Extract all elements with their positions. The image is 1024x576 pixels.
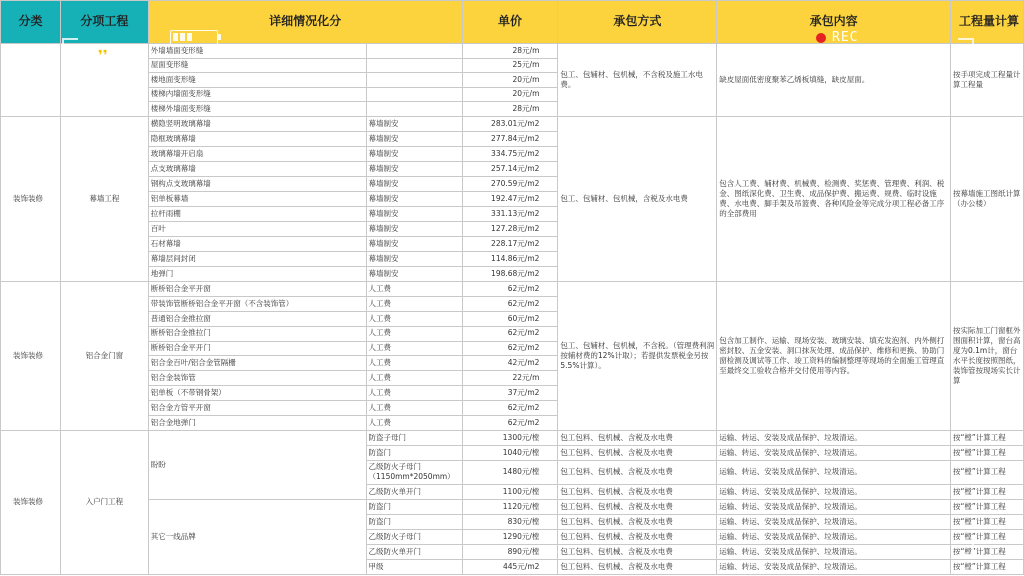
logo-icon: ❜❜	[98, 48, 108, 64]
detail-cell[interactable]: 横隐竖明玻璃幕墙	[148, 116, 366, 131]
price-cell[interactable]: 114.86元/m2	[462, 251, 558, 266]
price-cell[interactable]: 20元/m	[462, 87, 558, 102]
calc-cell[interactable]: 按“樘”计算工程	[950, 514, 1023, 529]
unit-cell[interactable]: 人工费	[366, 386, 462, 401]
method-cell[interactable]: 包工包料、包机械、含税及水电费	[558, 430, 717, 445]
content-cell[interactable]: 运输、转运、安装及成品保护、垃圾清运。	[717, 445, 951, 460]
detail-cell[interactable]: 地弹门	[148, 266, 366, 281]
detail-cell[interactable]: 点支玻璃幕墙	[148, 161, 366, 176]
unit-cell[interactable]	[366, 102, 462, 117]
category-cell[interactable]	[1, 44, 61, 117]
header-row	[1, 1, 1024, 44]
content-cell[interactable]: 运输、转运、安装及成品保护、垃圾清运。	[717, 484, 951, 499]
unit-cell[interactable]	[366, 73, 462, 88]
method-cell[interactable]: 包工、包辅材、包机械，含税及水电费	[558, 116, 717, 281]
price-cell[interactable]: 62元/m2	[462, 296, 558, 311]
detail-cell[interactable]: 楼梯外墙面变形缝	[148, 102, 366, 117]
unit-cell[interactable]: 人工费	[366, 401, 462, 416]
unit-cell[interactable]: 人工费	[366, 326, 462, 341]
price-cell[interactable]: 42元/m2	[462, 356, 558, 371]
method-cell[interactable]: 包工包料、包机械、含税及水电费	[558, 484, 717, 499]
unit-cell[interactable]: 人工费	[366, 296, 462, 311]
method-cell[interactable]: 包工包料、包机械、含税及水电费	[558, 529, 717, 544]
unit-cell[interactable]: 幕墙制安	[366, 116, 462, 131]
unit-cell[interactable]: 乙级防火单开门	[366, 544, 462, 559]
unit-cell[interactable]: 防盗门	[366, 445, 462, 460]
unit-cell[interactable]: 幕墙制安	[366, 131, 462, 146]
header-detail[interactable]: 详细情况化分	[148, 1, 462, 44]
price-cell[interactable]: 20元/m	[462, 73, 558, 88]
method-cell[interactable]: 包工包料、包机械、含税及水电费	[558, 445, 717, 460]
method-cell[interactable]: 包工包料、包机械、含税及水电费	[558, 559, 717, 574]
brand-cell[interactable]: 盼盼	[148, 430, 366, 499]
viewfinder-corner-icon	[62, 38, 78, 54]
price-cell[interactable]: 62元/m2	[462, 326, 558, 341]
calc-cell[interactable]: 按“樘”计算工程	[950, 499, 1023, 514]
record-dot-icon	[816, 33, 826, 43]
header-subproject[interactable]: 分项工程	[60, 1, 148, 44]
method-cell[interactable]: 包工包料、包机械、含税及水电费	[558, 499, 717, 514]
price-cell[interactable]: 283.01元/m2	[462, 116, 558, 131]
price-cell[interactable]: 28元/m	[462, 102, 558, 117]
price-cell[interactable]: 257.14元/m2	[462, 161, 558, 176]
price-cell[interactable]: 1100元/樘	[462, 484, 558, 499]
unit-cell[interactable]: 幕墙制安	[366, 146, 462, 161]
price-cell[interactable]: 1480元/樘	[462, 460, 558, 484]
method-cell[interactable]: 包工、包辅材、包机械，不含税。（管理费利润按辅材费的12%计取）；若提供发票税金另按5.5%计算）。	[558, 281, 717, 430]
calc-cell[interactable]: 按实际加工门窗框外围面积计算，窗台高度为0.1m计，窗台水平长度按照图纸，装饰管按现场实长计算	[950, 281, 1023, 430]
price-cell[interactable]: 25元/m	[462, 58, 558, 73]
price-cell[interactable]: 62元/m2	[462, 341, 558, 356]
unit-cell[interactable]: 人工费	[366, 281, 462, 296]
price-cell[interactable]: 1290元/樘	[462, 529, 558, 544]
unit-cell[interactable]: 幕墙制安	[366, 251, 462, 266]
detail-cell[interactable]: 玻璃幕墙开启扇	[148, 146, 366, 161]
detail-cell[interactable]: 外墙墙面变形缝	[148, 44, 366, 59]
table-row	[1, 281, 1024, 296]
viewfinder-corner-icon	[62, 540, 78, 556]
detail-cell[interactable]: 铝合金装饰管	[148, 371, 366, 386]
category-cell[interactable]: 装饰装修	[1, 116, 61, 281]
brand-cell[interactable]: 其它一线品牌	[148, 499, 366, 574]
content-cell[interactable]: 运输、转运、安装及成品保护、垃圾清运。	[717, 559, 951, 574]
category-cell[interactable]: 装饰装修	[1, 281, 61, 430]
price-cell[interactable]: 1300元/樘	[462, 430, 558, 445]
subproject-cell[interactable]: 幕墙工程	[60, 116, 148, 281]
table-row	[1, 499, 1024, 514]
unit-cell[interactable]	[366, 87, 462, 102]
unit-cell[interactable]: 人工费	[366, 371, 462, 386]
detail-cell[interactable]: 铝合金方管平开窗	[148, 401, 366, 416]
detail-cell[interactable]: 铝合金百叶/铝合金管隔栅	[148, 356, 366, 371]
detail-cell[interactable]: 屋面变形缝	[148, 58, 366, 73]
unit-cell[interactable]: 人工费	[366, 311, 462, 326]
price-cell[interactable]: 62元/m2	[462, 415, 558, 430]
header-quantity-calc[interactable]: 工程量计算	[950, 1, 1023, 44]
calc-cell[interactable]: 按“樘”计算工程	[950, 544, 1023, 559]
table-row	[1, 44, 1024, 59]
unit-cell[interactable]: 幕墙制安	[366, 206, 462, 221]
unit-cell[interactable]	[366, 58, 462, 73]
category-cell[interactable]: 装饰装修	[1, 430, 61, 574]
unit-cell[interactable]: 人工费	[366, 356, 462, 371]
detail-cell[interactable]: 拉杆雨棚	[148, 206, 366, 221]
detail-cell[interactable]: 隐框玻璃幕墙	[148, 131, 366, 146]
content-cell[interactable]: 运输、转运、安装及成品保护、垃圾清运。	[717, 544, 951, 559]
price-cell[interactable]: 445元/m2	[462, 559, 558, 574]
price-cell[interactable]: 277.84元/m2	[462, 131, 558, 146]
detail-cell[interactable]: 断桥铝合金推拉门	[148, 326, 366, 341]
calc-cell[interactable]: 按手项完成工程量计算工程量	[950, 44, 1023, 117]
viewfinder-corner-icon	[958, 540, 974, 556]
detail-cell[interactable]: 幕墙层间封闭	[148, 251, 366, 266]
price-cell[interactable]: 37元/m2	[462, 386, 558, 401]
method-cell[interactable]: 包工包料、包机械、含税及水电费	[558, 544, 717, 559]
unit-cell[interactable]: 人工费	[366, 341, 462, 356]
calc-cell[interactable]: 按“樘”计算工程	[950, 430, 1023, 445]
price-cell[interactable]: 1120元/樘	[462, 499, 558, 514]
detail-cell[interactable]: 铝单板幕墙	[148, 191, 366, 206]
detail-cell[interactable]: 断桥铝合金平开窗	[148, 281, 366, 296]
content-cell[interactable]: 运输、转运、安装及成品保护、垃圾清运。	[717, 499, 951, 514]
table-row	[1, 430, 1024, 445]
price-cell[interactable]: 28元/m	[462, 44, 558, 59]
header-contract-content[interactable]: 承包内容	[717, 1, 951, 44]
unit-cell[interactable]: 防盗门	[366, 499, 462, 514]
price-cell[interactable]: 192.47元/m2	[462, 191, 558, 206]
price-cell[interactable]: 1040元/樘	[462, 445, 558, 460]
detail-cell[interactable]: 铝合金地弹门	[148, 415, 366, 430]
subproject-cell[interactable]: 入户门工程	[60, 430, 148, 574]
price-cell[interactable]: 228.17元/m2	[462, 236, 558, 251]
calc-cell[interactable]: 按幕墙施工图纸计算（办公楼）	[950, 116, 1023, 281]
unit-cell[interactable]: 防盗子母门	[366, 430, 462, 445]
unit-cell[interactable]	[366, 44, 462, 59]
content-cell[interactable]: 包含加工制作、运输、现场安装、玻璃安装、填充发泡剂、内外侧打密封胶、五金安装、洞口抹灰处理、成品保护、维修和更换、协助门窗检测及调试等工作、竣工资料的编制整理等现场的全面施工管理直至最终交工验收合格并交付使用等内容。	[717, 281, 951, 430]
content-cell[interactable]: 运输、转运、安装及成品保护、垃圾清运。	[717, 514, 951, 529]
method-cell[interactable]: 包工包料、包机械、含税及水电费	[558, 460, 717, 484]
detail-cell[interactable]: 百叶	[148, 221, 366, 236]
price-cell[interactable]: 334.75元/m2	[462, 146, 558, 161]
rec-indicator	[816, 30, 858, 45]
unit-cell[interactable]: 幕墙制安	[366, 176, 462, 191]
header-category[interactable]: 分类	[1, 1, 61, 44]
unit-cell[interactable]: 防盗门	[366, 514, 462, 529]
price-cell[interactable]: 62元/m2	[462, 401, 558, 416]
calc-cell[interactable]: 按“樘”计算工程	[950, 445, 1023, 460]
detail-cell[interactable]: 带装饰管断桥铝合金平开窗（不含装饰管）	[148, 296, 366, 311]
method-cell[interactable]: 包工、包辅材、包机械，不含税及施工水电费。	[558, 44, 717, 117]
price-cell[interactable]: 60元/m2	[462, 311, 558, 326]
battery-icon	[170, 30, 218, 46]
subproject-cell[interactable]: 铝合金门窗	[60, 281, 148, 430]
unit-cell[interactable]: 乙级防火子母门	[366, 529, 462, 544]
unit-cell[interactable]: 甲级	[366, 559, 462, 574]
price-cell[interactable]: 198.68元/m2	[462, 266, 558, 281]
unit-cell[interactable]: 幕墙制安	[366, 236, 462, 251]
detail-cell[interactable]: 断桥铝合金平开门	[148, 341, 366, 356]
viewfinder-corner-icon	[958, 38, 974, 54]
price-cell[interactable]: 127.28元/m2	[462, 221, 558, 236]
rec-label: REC	[832, 30, 859, 45]
detail-cell[interactable]: 钢构点支玻璃幕墙	[148, 176, 366, 191]
calc-cell[interactable]: 按“樘”计算工程	[950, 529, 1023, 544]
content-cell[interactable]: 运输、转运、安装及成品保护、垃圾清运。	[717, 460, 951, 484]
detail-cell[interactable]: 石材幕墙	[148, 236, 366, 251]
content-cell[interactable]: 运输、转运、安装及成品保护、垃圾清运。	[717, 430, 951, 445]
header-unit-price[interactable]: 单价	[462, 1, 558, 44]
content-cell[interactable]: 包含人工费、辅材费、机械费、检测费、奖惩费、管理费、利润、税金、图纸深化费、卫生费、成品保护费、搬运费、规费、临时设施费、水电费、脚手架及吊篮费、各种风险金等完成分项工程必备工序的全部费用	[717, 116, 951, 281]
unit-cell[interactable]: 幕墙制安	[366, 161, 462, 176]
content-cell[interactable]: 运输、转运、安装及成品保护、垃圾清运。	[717, 529, 951, 544]
price-cell[interactable]: 62元/m2	[462, 281, 558, 296]
detail-cell[interactable]: 铝单板（不带钢骨架）	[148, 386, 366, 401]
price-cell[interactable]: 331.13元/m2	[462, 206, 558, 221]
unit-cell[interactable]: 人工费	[366, 415, 462, 430]
unit-cell[interactable]: 幕墙制安	[366, 266, 462, 281]
detail-cell[interactable]: 楼梯内墙面变形缝	[148, 87, 366, 102]
table-row	[1, 116, 1024, 131]
calc-cell[interactable]: 按“樘”计算工程	[950, 484, 1023, 499]
price-cell[interactable]: 270.59元/m2	[462, 176, 558, 191]
detail-cell[interactable]: 普通铝合金推拉窗	[148, 311, 366, 326]
price-cell[interactable]: 22元/m	[462, 371, 558, 386]
calc-cell[interactable]: 按“樘”计算工程	[950, 559, 1023, 574]
detail-cell[interactable]: 楼地面变形缝	[148, 73, 366, 88]
content-cell[interactable]: 缺皮屋面低密度聚苯乙烯板填缝，缺皮屋面。	[717, 44, 951, 117]
battery-tip-icon	[218, 34, 221, 40]
unit-cell[interactable]: 乙级防火单开门	[366, 484, 462, 499]
unit-cell[interactable]: 幕墙制安	[366, 221, 462, 236]
calc-cell[interactable]: 按“樘”计算工程	[950, 460, 1023, 484]
method-cell[interactable]: 包工包料、包机械、含税及水电费	[558, 514, 717, 529]
price-cell[interactable]: 830元/樘	[462, 514, 558, 529]
header-contract-method[interactable]: 承包方式	[558, 1, 717, 44]
price-cell[interactable]: 890元/樘	[462, 544, 558, 559]
unit-cell[interactable]: 乙级防火子母门（1150mm*2050mm）	[366, 460, 462, 484]
unit-cell[interactable]: 幕墙制安	[366, 191, 462, 206]
